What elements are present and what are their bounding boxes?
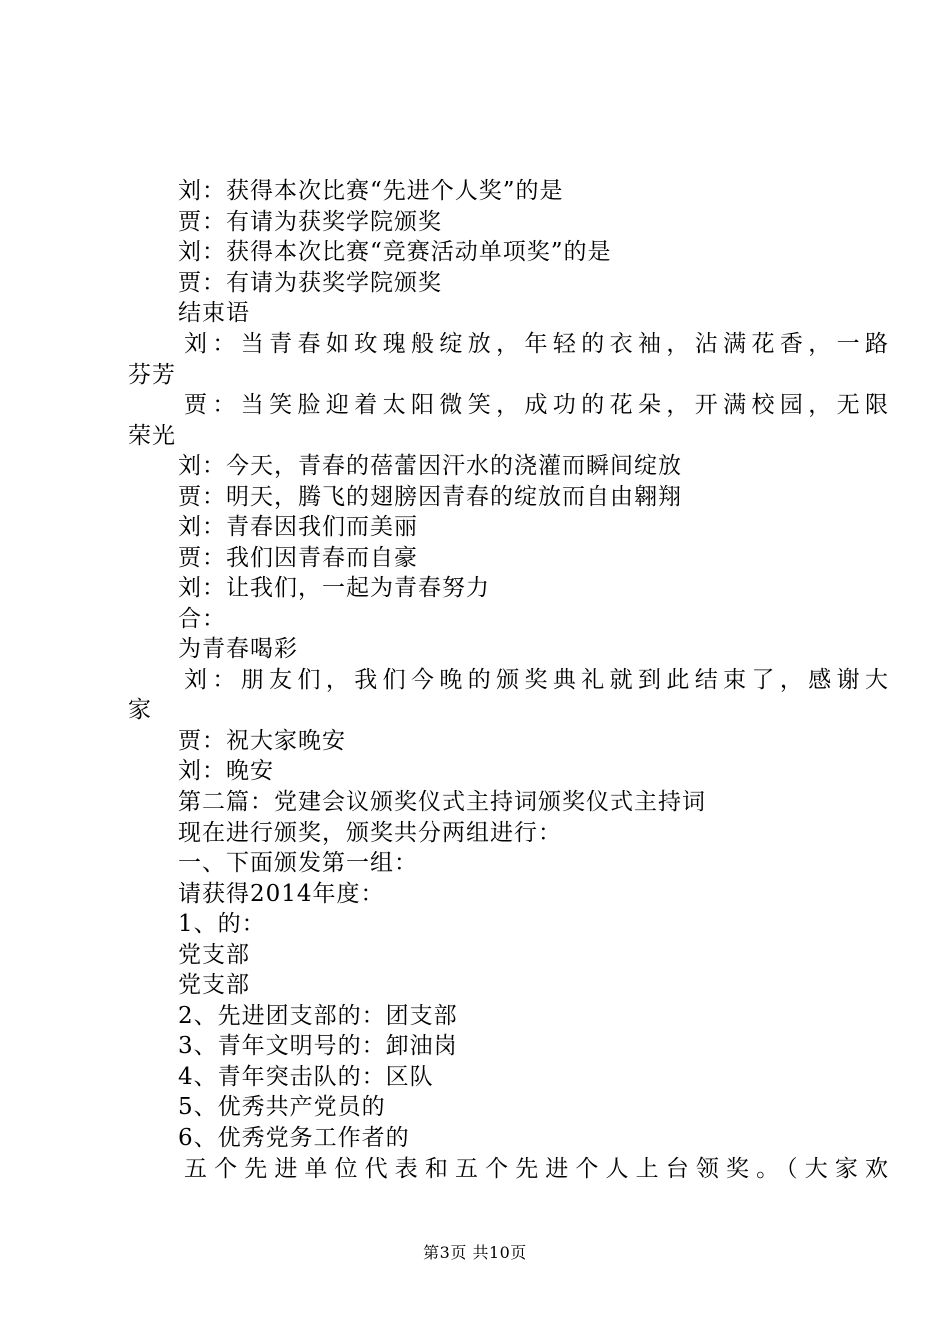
text-line: 一、下面颁发第一组：	[178, 850, 418, 876]
text-line: 贾：明天，腾飞的翅膀因青春的绽放而自由翱翔	[178, 484, 682, 510]
text-line: 刘：获得本次比赛“先进个人奖”的是	[178, 178, 564, 204]
text-line: 刘：今天，青春的蓓蕾因汗水的浇灌而瞬间绽放	[178, 453, 682, 479]
text-line: 为青春喝彩	[178, 636, 298, 662]
text-line: 刘：让我们，一起为青春努力	[178, 575, 490, 601]
text-line: 党支部	[178, 972, 250, 998]
text-line: 贾：当笑脸迎着太阳微笑，成功的花朵，开满校园，无限	[184, 392, 889, 418]
text-line: 刘：青春因我们而美丽	[178, 514, 418, 540]
list-item: 1、的：	[178, 911, 266, 937]
text-line: 荣光	[128, 423, 176, 449]
text-line: 贾：祝大家晚安	[178, 728, 346, 754]
text-line: 刘：朋友们，我们今晚的颁奖典礼就到此结束了，感谢大	[184, 667, 889, 693]
text-line: 贾：我们因青春而自豪	[178, 545, 418, 571]
text-line: 贾：有请为获奖学院颁奖	[178, 270, 442, 296]
text-line: 请获得2014年度：	[178, 881, 385, 907]
text-line: 家	[128, 697, 152, 723]
text-line: 刘：晚安	[178, 758, 274, 784]
list-item: 2、先进团支部的：团支部	[178, 1003, 458, 1029]
list-item: 6、优秀党务工作者的	[178, 1125, 410, 1151]
list-item: 5、优秀共产党员的	[178, 1094, 386, 1120]
text-line: 党支部	[178, 942, 250, 968]
text-line: 芬芳	[128, 362, 176, 388]
list-item: 3、青年文明号的：卸油岗	[178, 1033, 458, 1059]
text-line: 刘：获得本次比赛“竞赛活动单项奖”的是	[178, 239, 612, 265]
text-line: 现在进行颁奖，颁奖共分两组进行：	[178, 820, 562, 846]
section-heading: 结束语	[178, 300, 250, 326]
page-number-footer: 第3页 共10页	[423, 1243, 527, 1262]
text-line: 五个先进单位代表和五个先进个人上台领奖。（大家欢	[184, 1156, 889, 1182]
article-title: 第二篇：党建会议颁奖仪式主持词颁奖仪式主持词	[178, 789, 706, 815]
text-line: 合：	[178, 606, 226, 632]
text-line: 刘：当青春如玫瑰般绽放，年轻的衣袖，沾满花香，一路	[184, 331, 889, 357]
list-item: 4、青年突击队的：区队	[178, 1064, 434, 1090]
text-line: 贾：有请为获奖学院颁奖	[178, 209, 442, 235]
